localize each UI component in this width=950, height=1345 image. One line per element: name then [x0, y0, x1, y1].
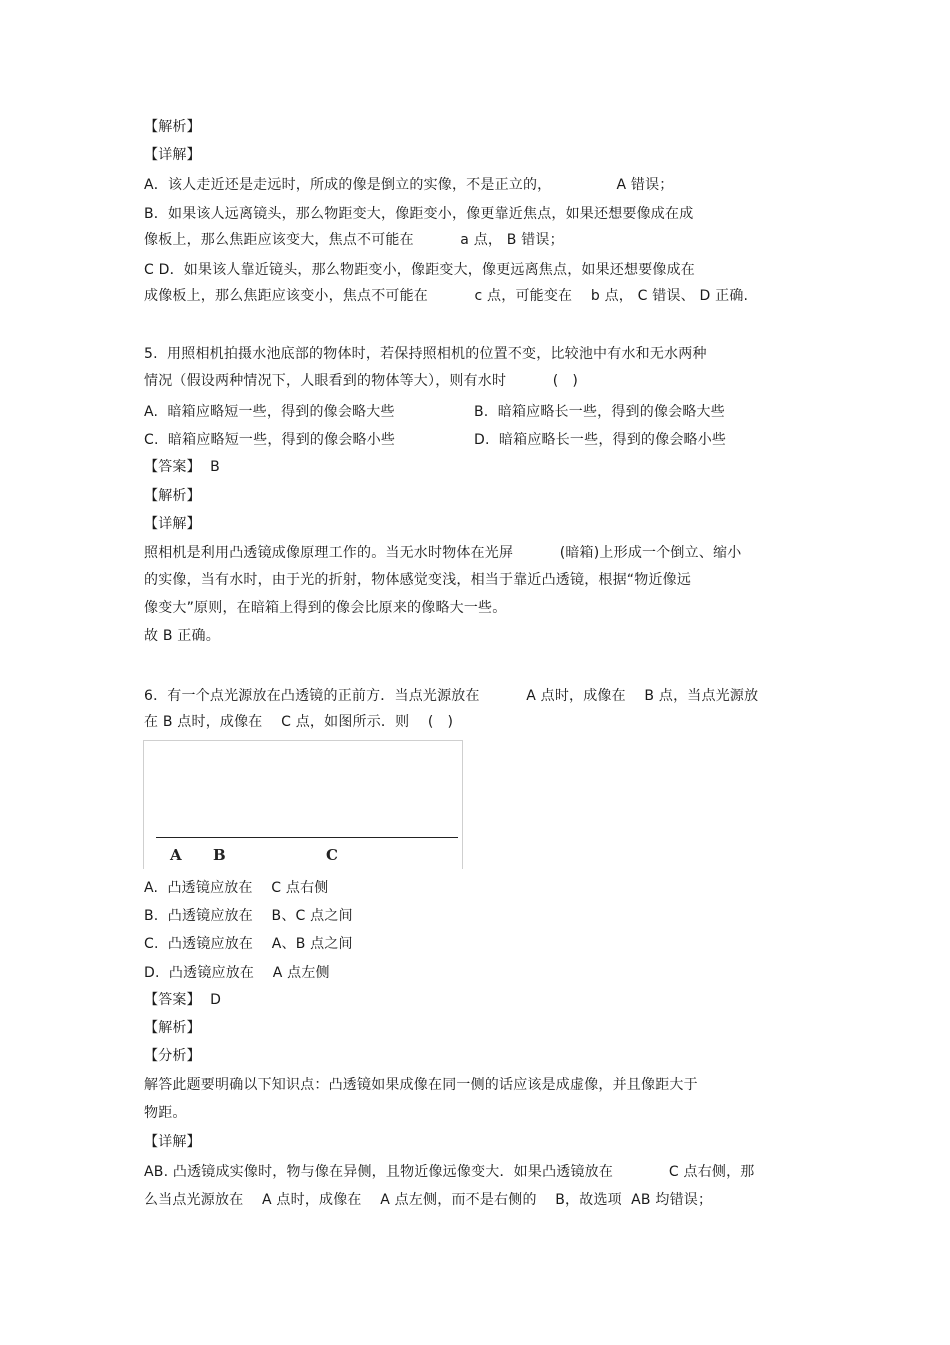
point-label-c: C: [326, 846, 338, 864]
question-5-stem: 5. 用照相机拍摄水池底部的物体时，若保持照相机的位置不变，比较池中有水和无水两种: [144, 346, 707, 362]
explanation-line: 的实像，当有水时，由于光的折射，物体感觉变浅，相当于靠近凸透镜，根据“物近像远: [144, 572, 692, 588]
section-label-xiangjie: 【详解】: [144, 516, 201, 532]
question-5-option-d: D. 暗箱应略长一些，得到的像会略小些: [474, 432, 727, 448]
section-label-jiexi: 【解析】: [144, 488, 201, 504]
explanation-line: C D．如果该人靠近镜头，那么物距变小，像距变大，像更远离焦点，如果还想要像成在: [144, 262, 696, 278]
explanation-line: 么当点光源放在 A 点时，成像在 A 点左侧，而不是右侧的 B，故选项 AB 均错误；: [144, 1192, 713, 1208]
section-label-fenxi: 【分析】: [144, 1048, 201, 1064]
explanation-line: 照相机是利用凸透镜成像原理工作的。当无水时物体在光屏 (暗箱)上形成一个倒立、缩小: [144, 545, 742, 561]
question-6-option-b: B. 凸透镜应放在 B、C 点之间: [144, 908, 353, 924]
principal-axis-line: [156, 837, 458, 838]
question-5-answer: 【答案】 B: [144, 459, 220, 475]
question-5-option-c: C. 暗箱应略短一些，得到的像会略小些: [144, 432, 396, 448]
point-label-a: A: [170, 846, 182, 864]
analysis-line: 解答此题要明确以下知识点：凸透镜如果成像在同一侧的话应该是成虚像，并且像距大于: [144, 1077, 698, 1093]
section-label-xiangjie: 【详解】: [144, 147, 201, 163]
question-6-option-d: D. 凸透镜应放在 A 点左侧: [144, 965, 330, 981]
explanation-line: 像变大”原则，在暗箱上得到的像会比原来的像略大一些。: [144, 600, 507, 616]
point-label-b: B: [213, 846, 226, 864]
question-5-option-a: A. 暗箱应略短一些，得到的像会略大些: [144, 404, 395, 420]
question-6-answer: 【答案】 D: [144, 992, 222, 1008]
question-5-option-b: B. 暗箱应略长一些，得到的像会略大些: [474, 404, 725, 420]
explanation-line: 故 B 正确。: [144, 628, 220, 644]
question-6-stem: 在 B 点时，成像在 C 点，如图所示．则 ( ): [144, 714, 454, 730]
question-6-stem: 6．有一个点光源放在凸透镜的正前方．当点光源放在 A 点时，成像在 B 点，当点光源放: [144, 688, 759, 704]
explanation-line: A．该人走近还是走远时，所成的像是倒立的实像，不是正立的， A 错误；: [144, 177, 674, 193]
question-6-option-c: C. 凸透镜应放在 A、B 点之间: [144, 936, 353, 952]
explanation-line: 成像板上，那么焦距应该变小，焦点不可能在 c 点，可能变在 b 点， C 错误、 D 正确.: [144, 288, 749, 304]
explanation-line: AB. 凸透镜成实像时，物与像在异侧，且物近像远像变大．如果凸透镜放在 C 点右侧，那: [144, 1164, 755, 1180]
optics-figure: [143, 740, 463, 869]
explanation-line: 像板上，那么焦距应该变大，焦点不可能在 a 点， B 错误；: [144, 232, 564, 248]
section-label-xiangjie: 【详解】: [144, 1134, 201, 1150]
question-5-stem: 情况（假设两种情况下，人眼看到的物体等大），则有水时 ( ): [144, 373, 578, 389]
section-label-jiexi: 【解析】: [144, 119, 201, 135]
explanation-line: B．如果该人远离镜头，那么物距变大，像距变小，像更靠近焦点，如果还想要像成在成: [144, 206, 694, 222]
analysis-line: 物距。: [144, 1105, 187, 1121]
question-6-option-a: A. 凸透镜应放在 C 点右侧: [144, 880, 329, 896]
section-label-jiexi: 【解析】: [144, 1020, 201, 1036]
